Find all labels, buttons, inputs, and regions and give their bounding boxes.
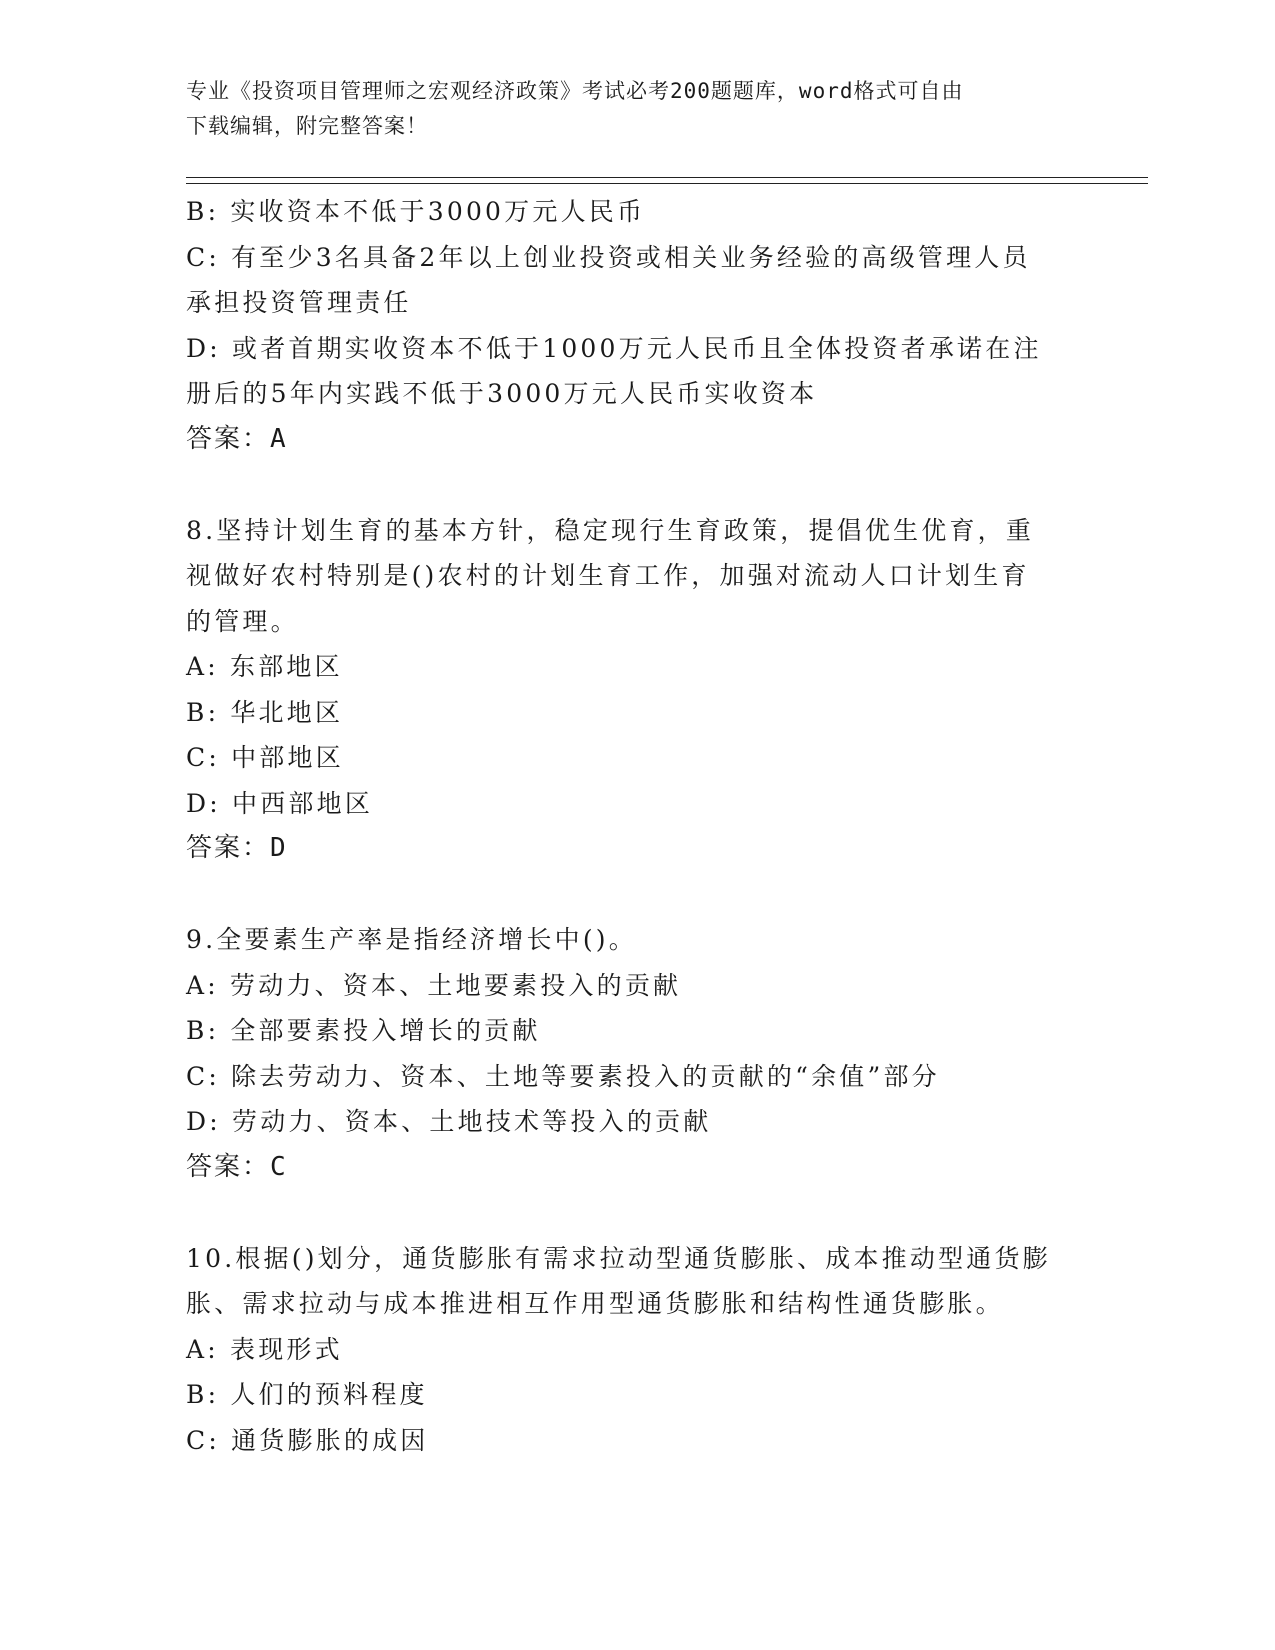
option-d-line-1: D: 或者首期实收资本不低于1000万元人民币且全体投资者承诺在注	[186, 333, 1042, 363]
header-line-2: 下载编辑，附完整答案！	[186, 114, 428, 138]
spacer	[186, 872, 1086, 918]
option-d-line-2: 册后的5年内实践不低于3000万元人民币实收资本	[186, 379, 818, 408]
option-c-line-2: 承担投资管理责任	[186, 288, 412, 317]
spacer	[186, 462, 1086, 508]
option-a: A: 表现形式	[186, 1334, 343, 1364]
question-stem-line-1: 8.坚持计划生育的基本方针，稳定现行生育政策，提倡优生优育，重	[186, 515, 1035, 545]
header-line-1: 专业《投资项目管理师之宏观经济政策》考试必考200题题库，word格式可自由	[186, 79, 964, 103]
option-b: B: 全部要素投入增长的贡献	[186, 1016, 541, 1045]
option-c-line-1: C: 有至少3名具备2年以上创业投资或相关业务经验的高级管理人员	[186, 242, 1031, 272]
option-c: C: 通货膨胀的成因	[186, 1425, 429, 1455]
option-a: A: 劳动力、资本、土地要素投入的贡献	[186, 970, 682, 1000]
question-7-tail	[186, 189, 1086, 462]
question-stem: 9.全要素生产率是指经济增长中()。	[186, 925, 637, 954]
option-b: B: 华北地区	[186, 697, 344, 727]
question-stem-line-2: 视做好农村特别是()农村的计划生育工作，加强对流动人口计划生育	[186, 561, 1030, 590]
question-stem-line-1: 10.根据()划分，通货膨胀有需求拉动型通货膨胀、成本推动型通货膨	[186, 1243, 1051, 1273]
question-8	[186, 508, 1086, 872]
answer: 答案：D	[186, 833, 288, 863]
option-b: B: 人们的预料程度	[186, 1380, 428, 1409]
header-rule-bottom	[186, 183, 1148, 184]
answer: 答案：A	[186, 423, 288, 454]
spacer	[186, 1190, 1086, 1236]
option-a: A: 东部地区	[186, 652, 343, 681]
option-b: B: 实收资本不低于3000万元人民币	[186, 197, 646, 226]
document-header	[186, 74, 1066, 144]
option-c: C: 中部地区	[186, 743, 344, 772]
question-stem-line-2: 胀、需求拉动与成本推进相互作用型通货膨胀和结构性通货膨胀。	[186, 1289, 1004, 1318]
question-stem-line-3: 的管理。	[186, 606, 299, 636]
option-d: D: 劳动力、资本、土地技术等投入的贡献	[186, 1107, 712, 1136]
question-10	[186, 1236, 1086, 1464]
option-c: C: 除去劳动力、资本、土地等要素投入的贡献的“余值”部分	[186, 1061, 940, 1091]
question-9	[186, 917, 1086, 1190]
header-rule-top	[186, 177, 1148, 178]
answer: 答案：C	[186, 1151, 288, 1182]
option-d: D: 中西部地区	[186, 788, 374, 818]
question-content	[186, 189, 1086, 1463]
